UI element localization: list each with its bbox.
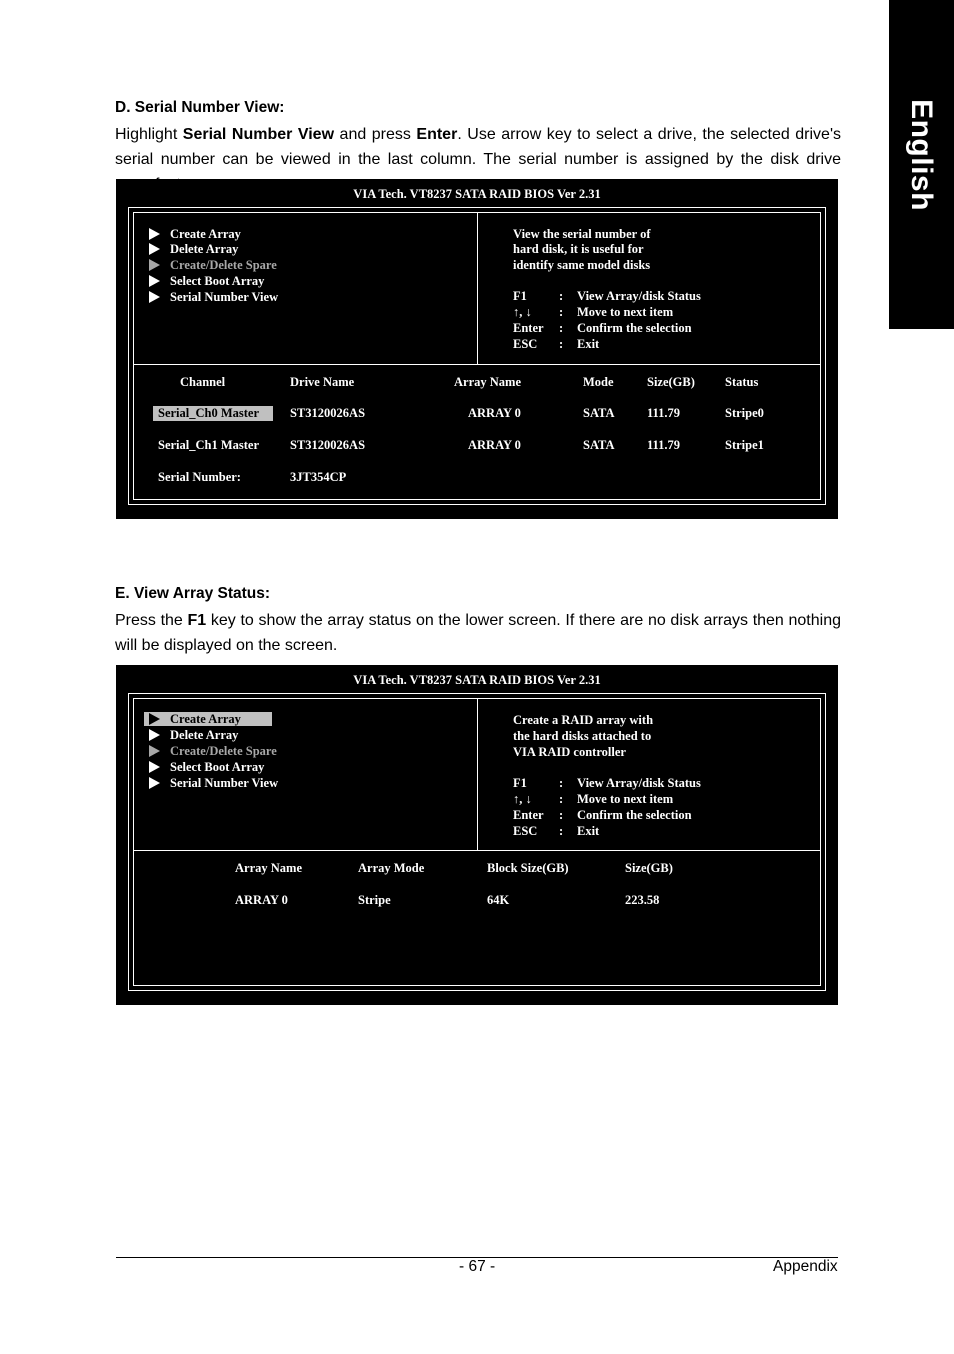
serial-number-value: 3JT354CP — [290, 470, 347, 484]
divider-vertical — [477, 698, 478, 850]
menu-select-boot-array[interactable] — [144, 274, 264, 288]
menu-label: Delete Array — [170, 242, 239, 256]
bios-title: VIA Tech. VT8237 SATA RAID BIOS Ver 2.31 — [353, 187, 601, 201]
triangle-right-icon — [149, 275, 160, 287]
help-text-line: the hard disks attached to — [513, 729, 652, 743]
key-name: F1 — [513, 289, 527, 303]
channel-cell-selected[interactable]: Serial_Ch0 Master — [153, 406, 273, 421]
section-d-heading: D. Serial Number View: — [115, 99, 285, 116]
menu-label: Select Boot Array — [170, 760, 265, 774]
array-name-cell: ARRAY 0 — [468, 438, 521, 452]
text-run: Highlight — [115, 126, 183, 143]
footer-section: Appendix — [773, 1258, 838, 1275]
menu-label: Serial Number View — [170, 776, 279, 790]
divider-horizontal — [133, 850, 821, 851]
key-sep: : — [559, 289, 564, 303]
menu-label: Create/Delete Spare — [170, 258, 277, 272]
column-header-status: Status — [725, 375, 759, 389]
bold-run: F1 — [187, 612, 207, 629]
language-tab-label: English — [905, 99, 938, 211]
key-action: Confirm the selection — [577, 321, 692, 335]
key-name: Enter — [513, 321, 544, 335]
text-run: key to show the array status on the lower screen. If there are no disk arrays then nothing will be displayed on the screen. — [115, 612, 842, 654]
channel-cell[interactable]: Serial_Ch1 Master — [158, 438, 260, 452]
bios-screenshot-array-status — [116, 665, 838, 1005]
bold-run: Serial Number View — [182, 126, 335, 143]
key-name: F1 — [513, 776, 527, 790]
column-header-mode: Mode — [583, 375, 614, 389]
triangle-right-icon — [149, 243, 160, 255]
triangle-right-icon — [149, 729, 160, 741]
serial-number-label: Serial Number: — [158, 470, 241, 484]
mode-cell: SATA — [583, 406, 615, 420]
menu-delete-array[interactable] — [144, 728, 238, 742]
bios-title: VIA Tech. VT8237 SATA RAID BIOS Ver 2.31 — [353, 673, 601, 687]
triangle-right-icon — [149, 228, 160, 240]
menu-delete-array[interactable] — [144, 242, 238, 256]
menu-label: Serial Number View — [170, 290, 279, 304]
key-sep: : — [559, 808, 564, 822]
array-name-cell: ARRAY 0 — [235, 893, 288, 907]
array-mode-cell: Stripe — [358, 893, 391, 907]
triangle-right-icon — [149, 259, 160, 271]
help-text-line: VIA RAID controller — [513, 745, 626, 759]
key-action: Exit — [577, 337, 600, 351]
section-e-paragraph — [115, 608, 841, 658]
text-run: Press the — [115, 612, 188, 629]
menu-create-delete-spare[interactable] — [144, 258, 277, 272]
key-action: Exit — [577, 824, 600, 838]
help-text-line: Create a RAID array with — [513, 713, 654, 727]
key-name: ↑, ↓ — [513, 792, 532, 806]
divider-horizontal — [133, 364, 821, 365]
block-size-cell: 64K — [487, 893, 510, 907]
key-action: View Array/disk Status — [577, 289, 701, 303]
column-header-channel: Channel — [180, 375, 226, 389]
mode-cell: SATA — [583, 438, 615, 452]
key-action: View Array/disk Status — [577, 776, 701, 790]
help-text-line: identify same model disks — [513, 258, 651, 272]
key-sep: : — [559, 776, 564, 790]
triangle-right-icon — [149, 761, 160, 773]
key-sep: : — [559, 321, 564, 335]
menu-create-array-selected[interactable] — [144, 712, 272, 726]
text-run: and press — [334, 126, 417, 143]
size-cell: 223.58 — [625, 893, 660, 907]
triangle-right-icon — [149, 745, 160, 757]
key-action: Confirm the selection — [577, 808, 692, 822]
column-header-size: Size(GB) — [647, 375, 695, 389]
column-header-size: Size(GB) — [625, 861, 673, 875]
triangle-right-icon — [149, 713, 160, 725]
key-sep: : — [559, 824, 564, 838]
section-e-heading: E. View Array Status: — [115, 585, 271, 602]
size-cell: 111.79 — [647, 438, 680, 452]
menu-label: Create/Delete Spare — [170, 744, 277, 758]
triangle-right-icon — [149, 291, 160, 303]
status-cell: Stripe1 — [725, 438, 764, 452]
drive-name-cell: ST3120026AS — [290, 438, 366, 452]
menu-create-array[interactable] — [144, 227, 241, 241]
bold-run: Enter — [416, 126, 458, 143]
menu-label: Select Boot Array — [170, 274, 265, 288]
menu-label: Delete Array — [170, 728, 239, 742]
column-header-drive-name: Drive Name — [290, 375, 355, 389]
divider-vertical — [477, 212, 478, 364]
menu-serial-number-view[interactable] — [144, 776, 278, 790]
language-tab — [889, 0, 954, 329]
status-cell: Stripe0 — [725, 406, 764, 420]
key-action: Move to next item — [577, 792, 674, 806]
key-name: ↑, ↓ — [513, 305, 532, 319]
key-name: Enter — [513, 808, 544, 822]
column-header-array-name: Array Name — [454, 375, 521, 389]
menu-create-delete-spare[interactable] — [144, 744, 277, 758]
drive-name-cell: ST3120026AS — [290, 406, 366, 420]
bios-screenshot-serial-view — [116, 179, 838, 519]
size-cell: 111.79 — [647, 406, 680, 420]
menu-select-boot-array[interactable] — [144, 760, 264, 774]
key-name: ESC — [513, 824, 538, 838]
menu-label: Create Array — [170, 712, 241, 726]
array-name-cell: ARRAY 0 — [468, 406, 521, 420]
text-run: . Use arrow key to select a drive, the selected drive's serial number can be viewed in the last column. The serial number is assigned by the disk drive — [115, 126, 842, 168]
column-header-array-name: Array Name — [235, 861, 302, 875]
column-header-array-mode: Array Mode — [358, 861, 425, 875]
column-header-block-size: Block Size(GB) — [487, 861, 569, 875]
help-text-line: hard disk, it is useful for — [513, 242, 644, 256]
key-sep: : — [559, 337, 564, 351]
triangle-right-icon — [149, 777, 160, 789]
page-number: - 67 - — [459, 1258, 496, 1275]
help-text-line: View the serial number of — [513, 227, 651, 241]
key-name: ESC — [513, 337, 538, 351]
menu-label: Create Array — [170, 227, 241, 241]
key-sep: : — [559, 792, 564, 806]
key-sep: : — [559, 305, 564, 319]
menu-serial-number-view[interactable] — [144, 290, 278, 304]
key-action: Move to next item — [577, 305, 674, 319]
